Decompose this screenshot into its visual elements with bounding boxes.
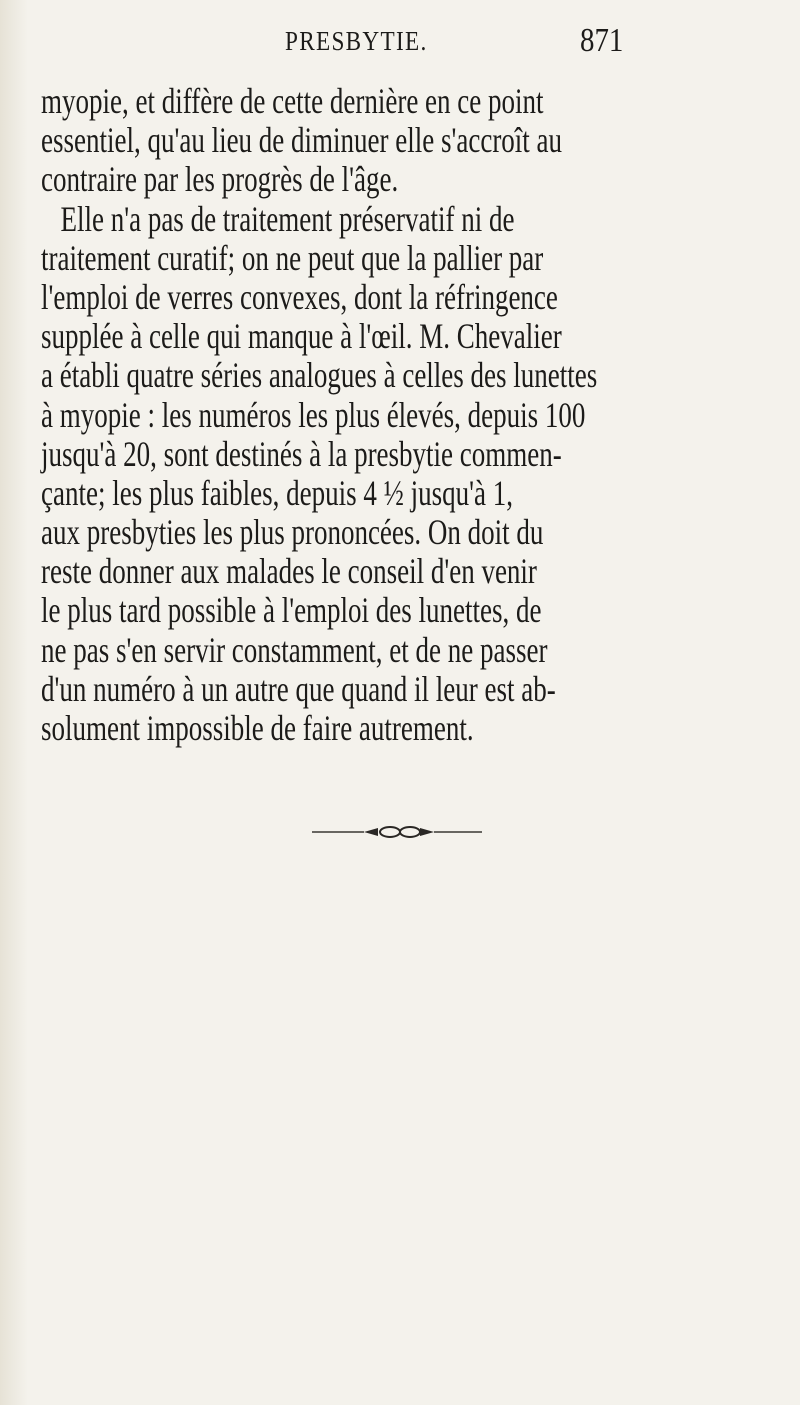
- page-number: 871: [580, 22, 624, 59]
- text-line: d'un numéro à un autre que quand il leur est ab-: [41, 668, 556, 709]
- text-line: contraire par les progrès de l'âge.: [41, 159, 399, 200]
- text-line: solument impossible de faire autrement.: [41, 708, 474, 748]
- text-line: jusqu'à 20, sont destinés à la presbytie commen-: [41, 433, 562, 474]
- text-line: supplée à celle qui manque à l'œil. M. Chevalier: [41, 316, 562, 357]
- text-line: ne pas s'en servir constamment, et de ne passer: [41, 629, 548, 670]
- running-head: [0, 18, 800, 68]
- body-text: [41, 82, 701, 748]
- text-line: à myopie : les numéros les plus élevés, depuis 100: [41, 394, 586, 435]
- text-line: le plus tard possible à l'emploi des lunettes, de: [41, 590, 542, 631]
- text-line: a établi quatre séries analogues à celles des lunettes: [41, 355, 598, 396]
- text-line: essentiel, qu'au lieu de diminuer elle s'accroît au: [41, 120, 563, 161]
- text-line: reste donner aux malades le conseil d'en venir: [41, 551, 537, 592]
- text-line: aux presbyties les plus prononcées. On doit du: [41, 512, 544, 553]
- text-line: traitement curatif; on ne peut que la pallier par: [41, 237, 544, 278]
- running-title: PRESBYTIE.: [285, 26, 428, 56]
- ornament-icon: [312, 825, 482, 839]
- text-line: l'emploi de verres convexes, dont la réfringence: [41, 276, 558, 317]
- text-line: myopie, et diffère de cette dernière en ce point: [41, 81, 544, 121]
- page-edge-shadow: [0, 0, 28, 1405]
- text-line: Elle n'a pas de traitement préservatif ni de: [60, 198, 515, 239]
- text-line: çante; les plus faibles, depuis 4 ½ jusqu'à 1,: [41, 472, 514, 513]
